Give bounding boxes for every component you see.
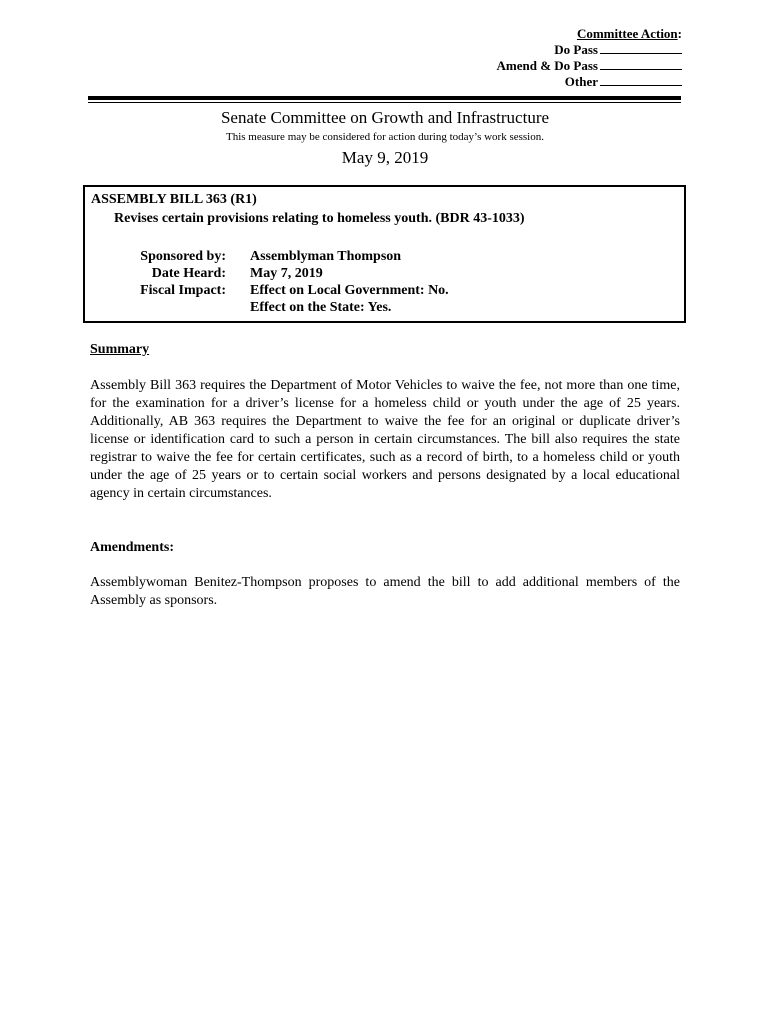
header-divider-thin xyxy=(88,102,681,103)
committee-action-heading xyxy=(497,26,682,42)
info-row-date-heard xyxy=(85,266,684,283)
info-value: May 7, 2019 xyxy=(250,266,323,281)
action-option-label: Do Pass xyxy=(554,42,598,57)
info-value: Effect on the State: Yes. xyxy=(250,300,392,315)
work-session-notice: This measure may be considered for action during today’s work session. xyxy=(225,131,544,143)
info-row-fiscal-impact xyxy=(85,283,684,300)
hearing-date: May 9, 2019 xyxy=(341,148,429,167)
bill-description: Revises certain provisions relating to homeless youth. (BDR 43-1033) xyxy=(114,211,525,226)
committee-name: Senate Committee on Growth and Infrastructure xyxy=(220,108,550,127)
info-row-sponsor xyxy=(85,249,684,266)
action-option-blank xyxy=(600,58,682,70)
info-row-fiscal-state xyxy=(85,300,684,317)
action-option-label: Other xyxy=(564,74,598,89)
action-option-blank xyxy=(600,42,682,54)
action-option-other xyxy=(497,74,682,90)
info-label: Fiscal Impact: xyxy=(140,283,226,298)
amendments-heading: Amendments: xyxy=(90,540,174,555)
info-label: Date Heard: xyxy=(151,266,226,281)
summary-heading: Summary xyxy=(90,342,150,357)
action-option-do-pass xyxy=(497,42,682,58)
header-divider-thick xyxy=(88,96,681,100)
summary-text: Assembly Bill 363 requires the Department of Motor Vehicles to waive the fee, not more than one time, for the examination for a driver’s license for a homeless child or youth under the age of 25 years. Additionally, AB 363 requires the Department to waive the fee for an original or duplicate driver’s license or identification card to such a person in certain circumstances. The bill also requires the state registrar to waive the fee for certain certificates, such as a record of birth, to a homeless child or youth under the age of 25 years or to certain social workers and persons designated by a local educational agency in certain circumstances. xyxy=(90,378,680,501)
amendments-text: Assemblywoman Benitez-Thompson proposes to amend the bill to add additional members of the Assembly as sponsors. xyxy=(90,575,680,608)
info-label: Sponsored by: xyxy=(140,249,226,264)
committee-action-title: Committee Action xyxy=(576,26,678,41)
action-option-blank xyxy=(600,74,682,86)
bill-info-box xyxy=(83,185,686,323)
info-value: Effect on Local Government: No. xyxy=(250,283,449,298)
committee-action-block xyxy=(497,26,682,90)
action-option-label: Amend & Do Pass xyxy=(496,58,598,73)
bill-number: ASSEMBLY BILL 363 (R1) xyxy=(91,192,257,207)
committee-action-colon: : xyxy=(677,26,682,41)
action-option-amend-do-pass xyxy=(497,58,682,74)
bill-info-grid xyxy=(85,249,684,317)
info-value: Assemblyman Thompson xyxy=(250,249,402,264)
